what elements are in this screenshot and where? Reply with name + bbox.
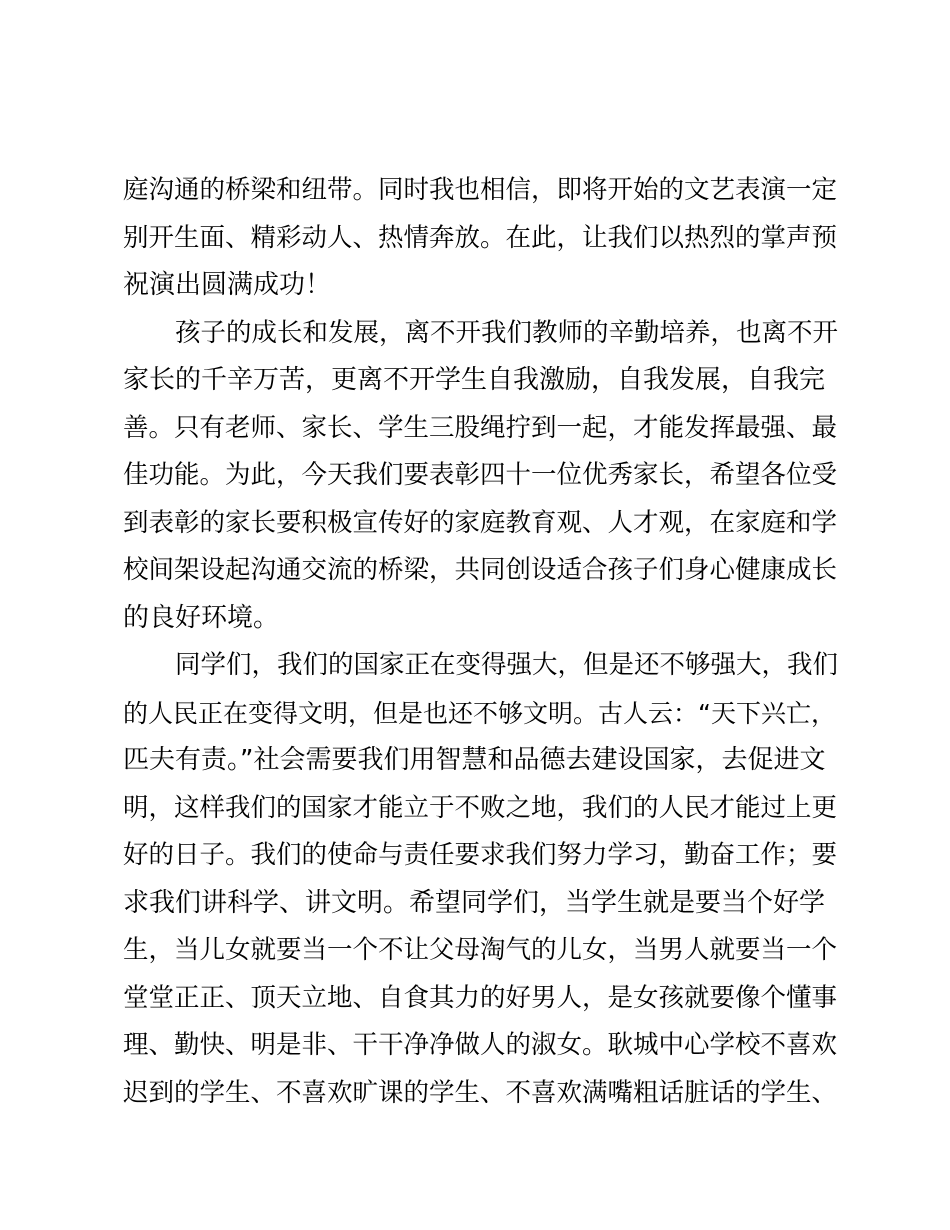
text-line: 善。只有老师、家长、学生三股绳拧到一起，才能发挥最强、最 [123, 412, 838, 443]
text-line: 的良好环境。 [123, 602, 280, 633]
text-line: 明，这样我们的国家才能立于不败之地，我们的人民才能过上更 [123, 792, 838, 823]
paragraph-first-line: 同学们，我们的国家正在变得强大，但是还不够强大，我们 [175, 650, 839, 680]
text-line: 迟到的学生、不喜欢旷课的学生、不喜欢满嘴粗话脏话的学生、 [123, 1077, 838, 1108]
text-line: 校间架设起沟通交流的桥梁，共同创设适合孩子们身心健康成长 [123, 555, 838, 585]
text-line: 的人民正在变得文明，但是也还不够文明。古人云：“天下兴亡， [123, 698, 836, 728]
text-line: 理、勤快、明是非、干干净净做人的淑女。耿城中心学校不喜欢 [123, 1030, 838, 1060]
text-line: 别开生面、精彩动人、热情奔放。在此，让我们以热烈的掌声预 [123, 222, 838, 253]
text-line: 求我们讲科学、讲文明。希望同学们，当学生就是要当个好学 [123, 887, 826, 918]
text-line: 到表彰的家长要积极宣传好的家庭教育观、人才观，在家庭和学 [123, 507, 838, 538]
body-text [123, 167, 843, 1117]
text-line: 堂堂正正、顶天立地、自食其力的好男人，是女孩就要像个懂事 [123, 982, 838, 1013]
text-line: 生，当儿女就要当一个不让父母淘气的儿女，当男人就要当一个 [123, 935, 838, 965]
paragraph-first-line: 孩子的成长和发展，离不开我们教师的辛勤培养，也离不开 [175, 317, 839, 348]
text-line: 好的日子。我们的使命与责任要求我们努力学习，勤奋工作；要 [123, 840, 838, 870]
text-line: 家长的千辛万苦，更离不开学生自我激励，自我发展，自我完 [123, 365, 826, 395]
text-line: 佳功能。为此，今天我们要表彰四十一位优秀家长，希望各位受 [123, 460, 838, 490]
text-line: 庭沟通的桥梁和纽带。同时我也相信，即将开始的文艺表演一定 [123, 175, 838, 205]
text-line: 祝演出圆满成功！ [123, 270, 332, 300]
text-line: 匹夫有责。”社会需要我们用智慧和品德去建设国家，去促进文 [123, 745, 826, 775]
